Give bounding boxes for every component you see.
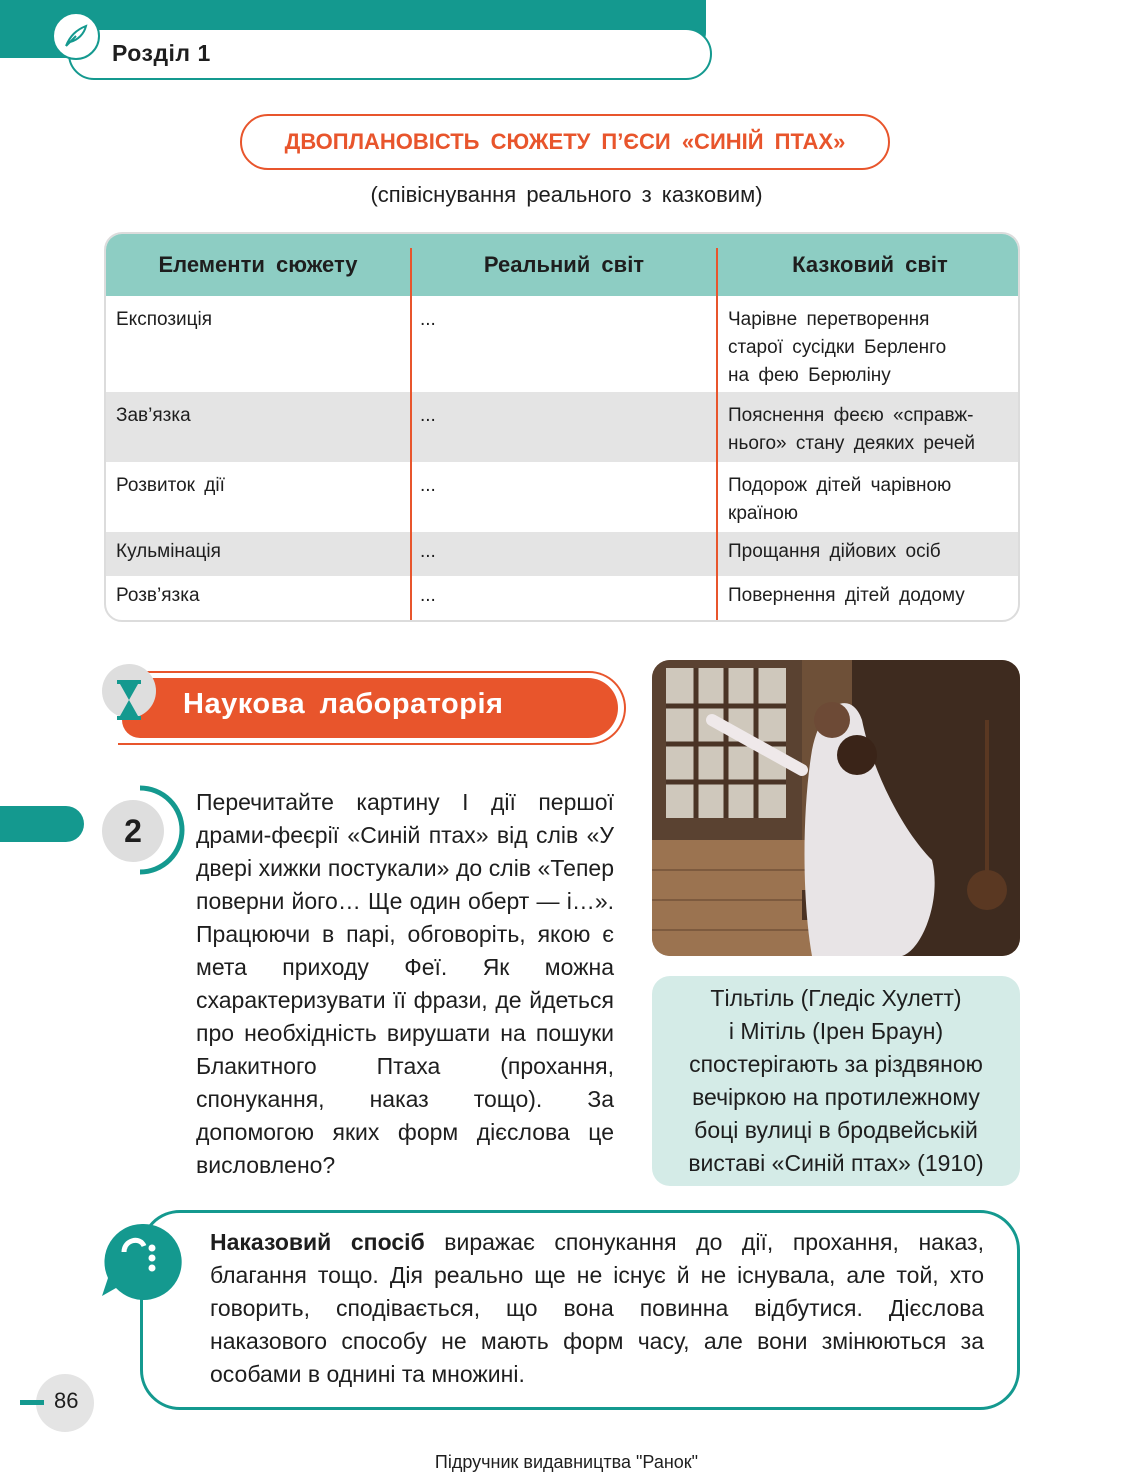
cell-fairy-line: Пояснення феєю «справж- bbox=[728, 405, 974, 426]
cell-real: ... bbox=[420, 309, 436, 330]
plot-table bbox=[104, 232, 1020, 622]
caption-line: вечіркою на протилежному bbox=[692, 1084, 980, 1110]
cell-fairy-line: Прощання дійових осіб bbox=[728, 541, 941, 562]
lab-title: Наукова лабораторія bbox=[183, 688, 504, 720]
page-number: 86 bbox=[54, 1388, 79, 1413]
table-row bbox=[106, 462, 1018, 532]
cell-real: ... bbox=[420, 405, 436, 426]
cell-element: Розв’язка bbox=[116, 585, 200, 606]
cell-real: ... bbox=[420, 475, 436, 496]
rule-term: Наказовий спосіб bbox=[210, 1229, 425, 1255]
column-divider bbox=[716, 248, 718, 620]
caption-line: спостерігають за різдвяною bbox=[689, 1051, 983, 1077]
topic-title: ДВОПЛАНОВІСТЬ СЮЖЕТУ П’ЄСИ «СИНІЙ ПТАХ» bbox=[284, 129, 846, 154]
page-number-dash bbox=[20, 1400, 44, 1405]
topic-subtitle: (співіснування реального з казковим) bbox=[370, 182, 763, 207]
section-title: Розділ 1 bbox=[112, 40, 211, 66]
cell-fairy bbox=[728, 472, 951, 528]
table-row bbox=[106, 392, 1018, 462]
cell-fairy bbox=[728, 582, 965, 610]
table-header bbox=[106, 234, 1018, 296]
caption-line: боці вулиці в бродвейській bbox=[694, 1117, 978, 1143]
caption-line: виставі «Синій птах» (1910) bbox=[688, 1150, 984, 1176]
task-text: Перечитайте картину І дії першої драми-феєрії «Синій птах» від слів «У двері хижки постукали» до слів «Тепер поверни його… Ще один оберт — і…». Працюючи в парі, обговоріть, якою є мета приходу Феї. Як можна схарактеризувати її фрази, де йдеться про необхідність вирушати на пошуки Блакитного Птаха (прохання, спонукання, наказ тощо). За допомогою яких форм дієслова це висловлено? bbox=[196, 789, 614, 1178]
header-real: Реальний світ bbox=[483, 252, 645, 277]
photo-caption bbox=[652, 976, 1020, 1186]
caption-line: Тільтіль (Гледіс Хулетт) bbox=[710, 985, 962, 1011]
cell-fairy-line: Подорож дітей чарівною bbox=[728, 475, 952, 496]
header-elements: Елементи сюжету bbox=[158, 252, 358, 277]
cell-fairy-line: Чарівне перетворення bbox=[728, 309, 930, 330]
feather-icon bbox=[62, 22, 90, 50]
cell-element: Кульмінація bbox=[116, 541, 221, 562]
table-row bbox=[106, 532, 1018, 576]
cell-real: ... bbox=[420, 585, 436, 606]
cell-fairy-line: на фею Берюліну bbox=[728, 365, 891, 386]
rule-body: виражає спонукання до дії, прохання, наказ, благання тощо. Дія реально ще не існує й не існувала, але той, хто говорить, сподівається, що вона повинна відбутися. Дієслова наказового способу не мають форм часу, але вони змінюються за особами в однині та множині. bbox=[210, 1229, 984, 1387]
topic-title-pill bbox=[240, 114, 890, 170]
cell-fairy-line: Повернення дітей додому bbox=[728, 585, 965, 606]
lab-emblem bbox=[102, 664, 156, 718]
publisher-footer: Підручник видавництва "Ранок" bbox=[434, 1452, 699, 1472]
table-row bbox=[106, 296, 1018, 392]
cell-real: ... bbox=[420, 541, 436, 562]
caption-text bbox=[652, 982, 1020, 1180]
column-divider bbox=[410, 248, 412, 620]
header-fairy: Казковий світ bbox=[792, 252, 948, 277]
play-photo bbox=[652, 660, 1020, 956]
section-emblem bbox=[52, 12, 100, 60]
task-number: 2 bbox=[102, 800, 164, 862]
cell-fairy bbox=[728, 306, 946, 390]
caption-line: і Мітіль (Ірен Браун) bbox=[728, 1018, 944, 1044]
cell-element: Зав’язка bbox=[116, 405, 191, 426]
cell-element: Експозиція bbox=[116, 309, 213, 330]
cell-fairy-line: старої сусідки Берленго bbox=[728, 337, 947, 358]
speech-bubble-icon bbox=[100, 1222, 190, 1302]
side-tab bbox=[0, 806, 84, 842]
cell-fairy bbox=[728, 402, 975, 458]
cell-fairy bbox=[728, 538, 941, 566]
table-row bbox=[106, 576, 1018, 620]
cell-element: Розвиток дії bbox=[116, 475, 225, 496]
rule-text bbox=[210, 1226, 984, 1391]
hourglass-icon bbox=[116, 680, 142, 720]
cell-fairy-line: країною bbox=[728, 503, 799, 524]
cell-fairy-line: нього» стану деяких речей bbox=[728, 433, 975, 454]
